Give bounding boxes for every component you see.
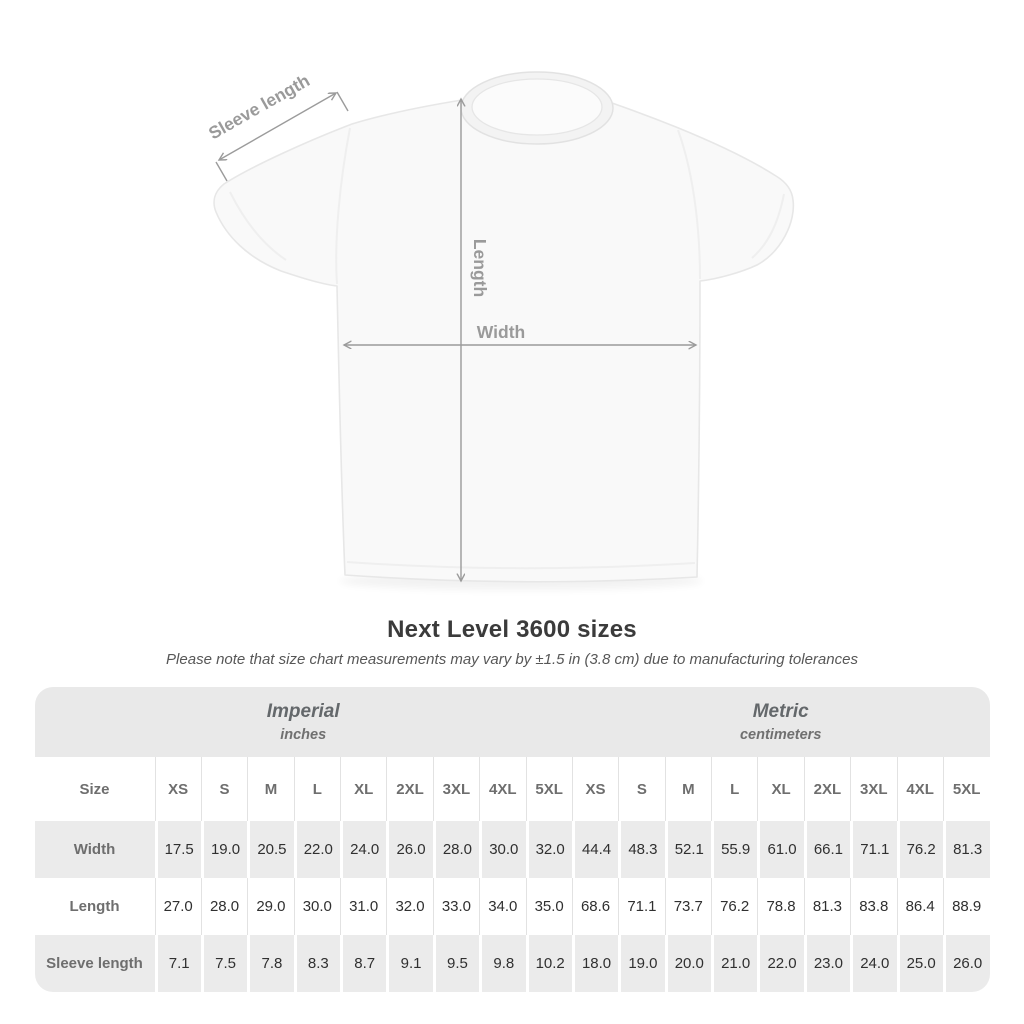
value-cell: 86.4	[897, 878, 943, 935]
size-header-row	[35, 757, 990, 821]
value-cell: 17.5	[155, 821, 201, 878]
value-cell: 32.0	[526, 821, 572, 878]
size-header-cell-metric: M	[665, 757, 711, 821]
value-cell: 20.0	[665, 935, 711, 992]
value-cell: 83.8	[850, 878, 896, 935]
value-cell: 24.0	[850, 935, 896, 992]
value-cell: 21.0	[711, 935, 757, 992]
value-cell: 71.1	[618, 878, 664, 935]
value-cell: 22.0	[757, 935, 803, 992]
value-cell: 81.3	[943, 821, 990, 878]
value-cell: 73.7	[665, 878, 711, 935]
value-cell: 10.2	[526, 935, 572, 992]
value-cell: 76.2	[711, 878, 757, 935]
value-cell: 52.1	[665, 821, 711, 878]
metric-group-header	[572, 687, 990, 757]
value-cell: 22.0	[294, 821, 340, 878]
size-chart-table-wrap	[35, 687, 990, 992]
value-cell: 9.1	[386, 935, 432, 992]
size-header-cell-imperial: S	[201, 757, 247, 821]
value-cell: 26.0	[943, 935, 990, 992]
size-header-cell-imperial: L	[294, 757, 340, 821]
collar-inner	[472, 79, 602, 135]
value-cell: 76.2	[897, 821, 943, 878]
size-header-cell-imperial: XS	[155, 757, 201, 821]
value-cell: 55.9	[711, 821, 757, 878]
value-cell: 71.1	[850, 821, 896, 878]
value-cell: 44.4	[572, 821, 618, 878]
tolerance-note: Please note that size chart measurements may vary by ±1.5 in (3.8 cm) due to manufacturing tolerances	[166, 651, 858, 668]
value-cell: 20.5	[247, 821, 293, 878]
value-cell: 35.0	[526, 878, 572, 935]
value-cell: 7.1	[155, 935, 201, 992]
value-cell: 30.0	[479, 821, 525, 878]
value-cell: 88.9	[943, 878, 990, 935]
value-cell: 30.0	[294, 878, 340, 935]
value-cell: 18.0	[572, 935, 618, 992]
size-header-cell-metric: 2XL	[804, 757, 850, 821]
value-cell: 31.0	[340, 878, 386, 935]
value-cell: 26.0	[386, 821, 432, 878]
size-header-cell-imperial: 4XL	[479, 757, 525, 821]
value-cell: 9.8	[479, 935, 525, 992]
size-header-cell-imperial: XL	[340, 757, 386, 821]
value-cell: 8.3	[294, 935, 340, 992]
length-label: Length	[470, 238, 490, 298]
value-cell: 33.0	[433, 878, 479, 935]
value-cell: 7.5	[201, 935, 247, 992]
value-cell: 28.0	[433, 821, 479, 878]
size-header-cell-metric: S	[618, 757, 664, 821]
value-cell: 24.0	[340, 821, 386, 878]
imperial-group-header	[35, 687, 572, 757]
page-title: Next Level 3600 sizes	[387, 616, 637, 643]
value-cell: 78.8	[757, 878, 803, 935]
row-label: Length	[35, 878, 155, 935]
measure-row	[35, 878, 990, 935]
measure-row	[35, 821, 990, 878]
title-block	[0, 616, 1024, 668]
size-header-cell-metric: 3XL	[850, 757, 896, 821]
size-header-cell-metric: L	[711, 757, 757, 821]
imperial-label: Imperial	[266, 701, 340, 722]
unit-group-row	[35, 687, 990, 757]
value-cell: 9.5	[433, 935, 479, 992]
value-cell: 68.6	[572, 878, 618, 935]
value-cell: 19.0	[201, 821, 247, 878]
value-cell: 61.0	[757, 821, 803, 878]
size-header-cell-imperial: 3XL	[433, 757, 479, 821]
size-chart-table	[35, 687, 990, 992]
value-cell: 19.0	[618, 935, 664, 992]
measure-row	[35, 935, 990, 992]
value-cell: 23.0	[804, 935, 850, 992]
value-cell: 32.0	[386, 878, 432, 935]
value-cell: 34.0	[479, 878, 525, 935]
sleeve-length-label: Sleeve length	[205, 70, 314, 144]
width-label: Width	[476, 322, 526, 342]
size-header-label: Size	[35, 757, 155, 821]
value-cell: 25.0	[897, 935, 943, 992]
value-cell: 7.8	[247, 935, 293, 992]
size-header-cell-metric: XS	[572, 757, 618, 821]
metric-unit-label: centimeters	[739, 727, 822, 743]
value-cell: 29.0	[247, 878, 293, 935]
size-header-cell-imperial: 2XL	[386, 757, 432, 821]
metric-label: Metric	[752, 701, 809, 722]
row-label: Width	[35, 821, 155, 878]
size-header-cell-imperial: M	[247, 757, 293, 821]
value-cell: 8.7	[340, 935, 386, 992]
value-cell: 66.1	[804, 821, 850, 878]
value-cell: 28.0	[201, 878, 247, 935]
size-header-cell-imperial: 5XL	[526, 757, 572, 821]
size-header-cell-metric: 4XL	[897, 757, 943, 821]
size-header-cell-metric: 5XL	[943, 757, 990, 821]
imperial-unit-label: inches	[280, 727, 327, 743]
value-cell: 48.3	[618, 821, 664, 878]
value-cell: 27.0	[155, 878, 201, 935]
measurement-rows	[35, 821, 990, 992]
size-header-cell-metric: XL	[757, 757, 803, 821]
row-label: Sleeve length	[35, 935, 155, 992]
value-cell: 81.3	[804, 878, 850, 935]
